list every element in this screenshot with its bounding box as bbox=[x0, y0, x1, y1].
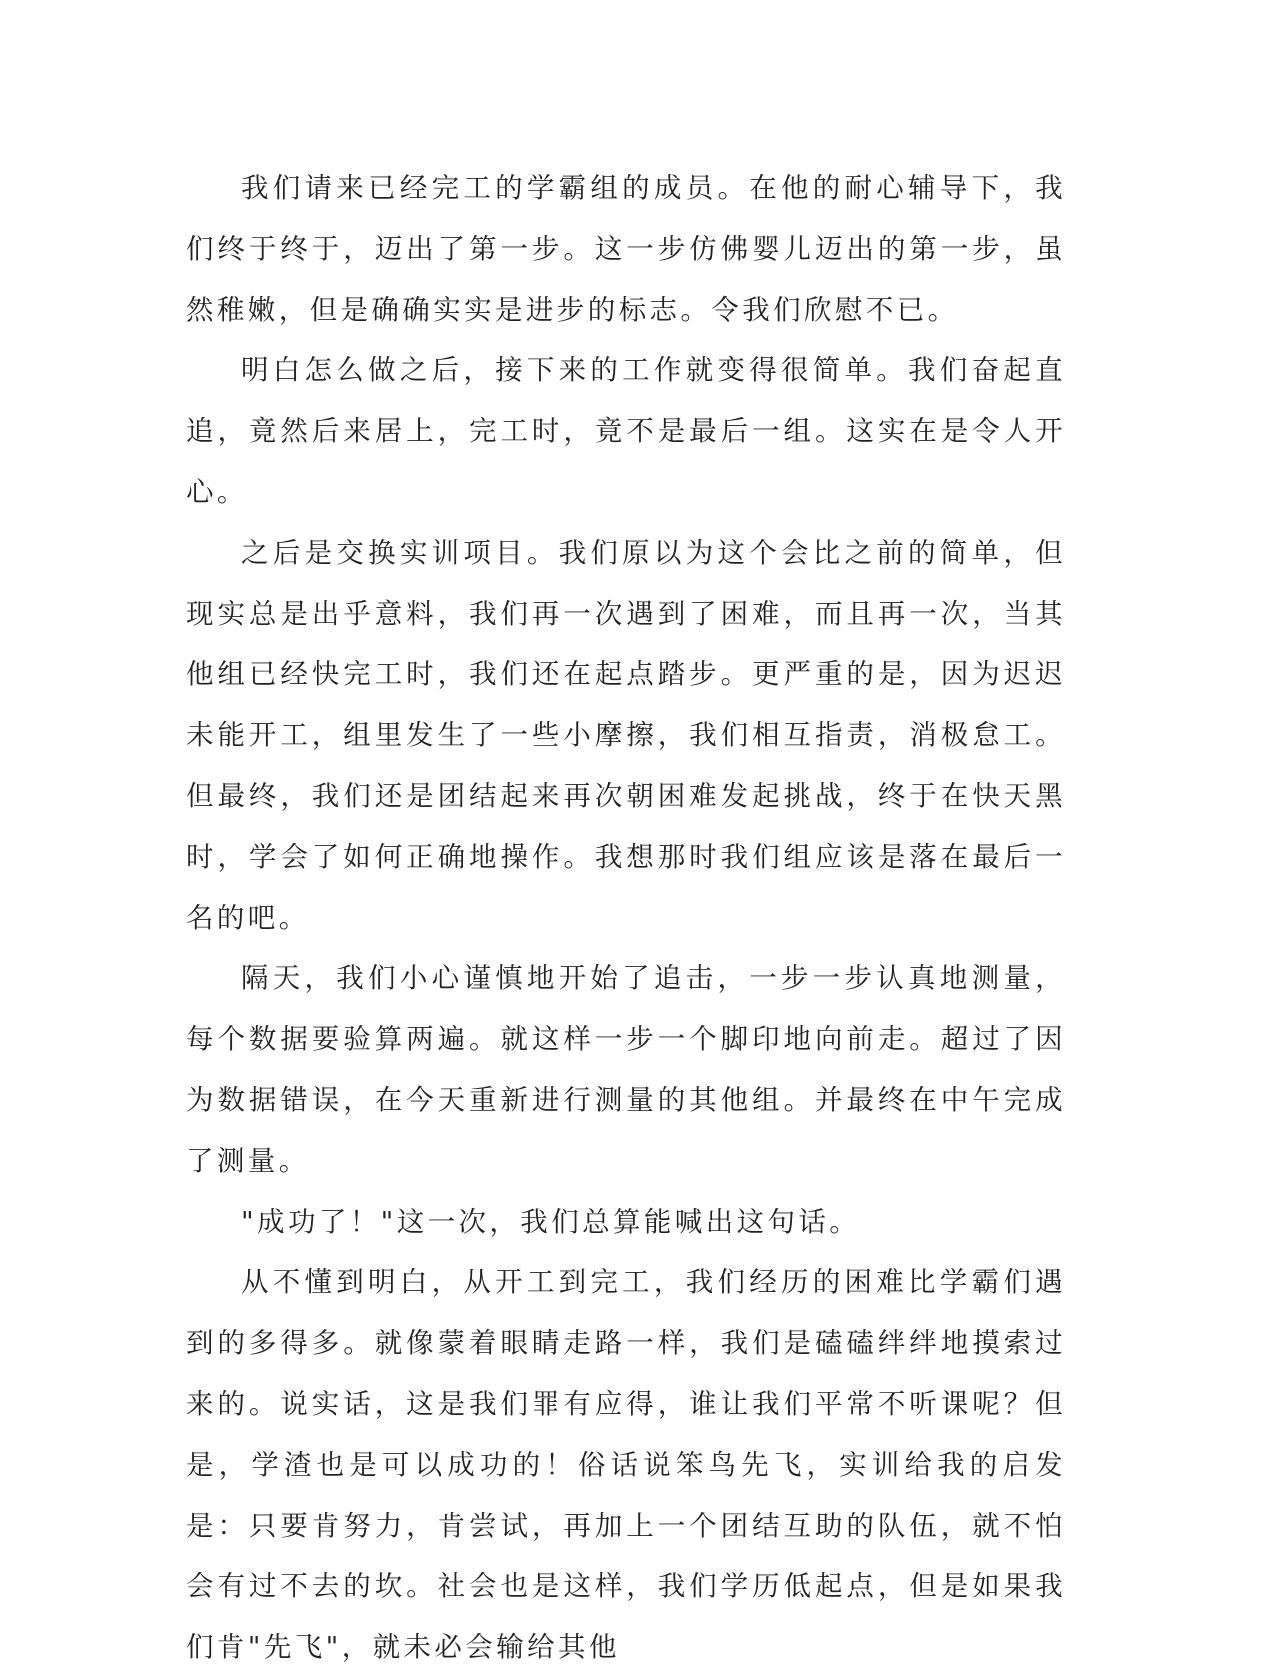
paragraph-2: 明白怎么做之后，接下来的工作就变得很简单。我们奋起直追，竟然后来居上，完工时，竟不是最后一组。这实在是令人开心。 bbox=[186, 354, 1066, 508]
paragraph-1: 我们请来已经完工的学霸组的成员。在他的耐心辅导下，我们终于终于，迈出了第一步。这一步仿佛婴儿迈出的第一步，虽然稚嫩，但是确确实实是进步的标志。令我们欣慰不已。 bbox=[186, 172, 1066, 326]
paragraph-4: 隔天，我们小心谨慎地开始了追击，一步一步认真地测量，每个数据要验算两遍。就这样一步一个脚印地向前走。超过了因为数据错误，在今天重新进行测量的其他组。并最终在中午完成了测量。 bbox=[186, 962, 1066, 1177]
paragraph-6: 从不懂到明白，从开工到完工，我们经历的困难比学霸们遇到的多得多。就像蒙着眼睛走路一样，我们是磕磕绊绊地摸索过来的。说实话，这是我们罪有应得，谁让我们平常不听课呢？但是，学渣也是可以成功的！俗话说笨鸟先飞，实训给我的启发是：只要肯努力，肯尝试，再加上一个团结互助的队伍，就不怕会有过不去的坎。社会也是这样，我们学历低起点，但是如果我们肯"先飞"，就未必会输给其他 bbox=[186, 1266, 1066, 1664]
document-body bbox=[186, 158, 1066, 1678]
paragraph-3: 之后是交换实训项目。我们原以为这个会比之前的简单，但现实总是出乎意料，我们再一次遇到了困难，而且再一次，当其他组已经快完工时，我们还在起点踏步。更严重的是，因为迟迟未能开工，组里发生了一些小摩擦，我们相互指责，消极怠工。但最终，我们还是团结起来再次朝困难发起挑战，终于在快天黑时，学会了如何正确地操作。我想那时我们组应该是落在最后一名的吧。 bbox=[186, 536, 1066, 934]
paragraph-5: "成功了！"这一次，我们总算能喊出这句话。 bbox=[241, 1205, 861, 1238]
